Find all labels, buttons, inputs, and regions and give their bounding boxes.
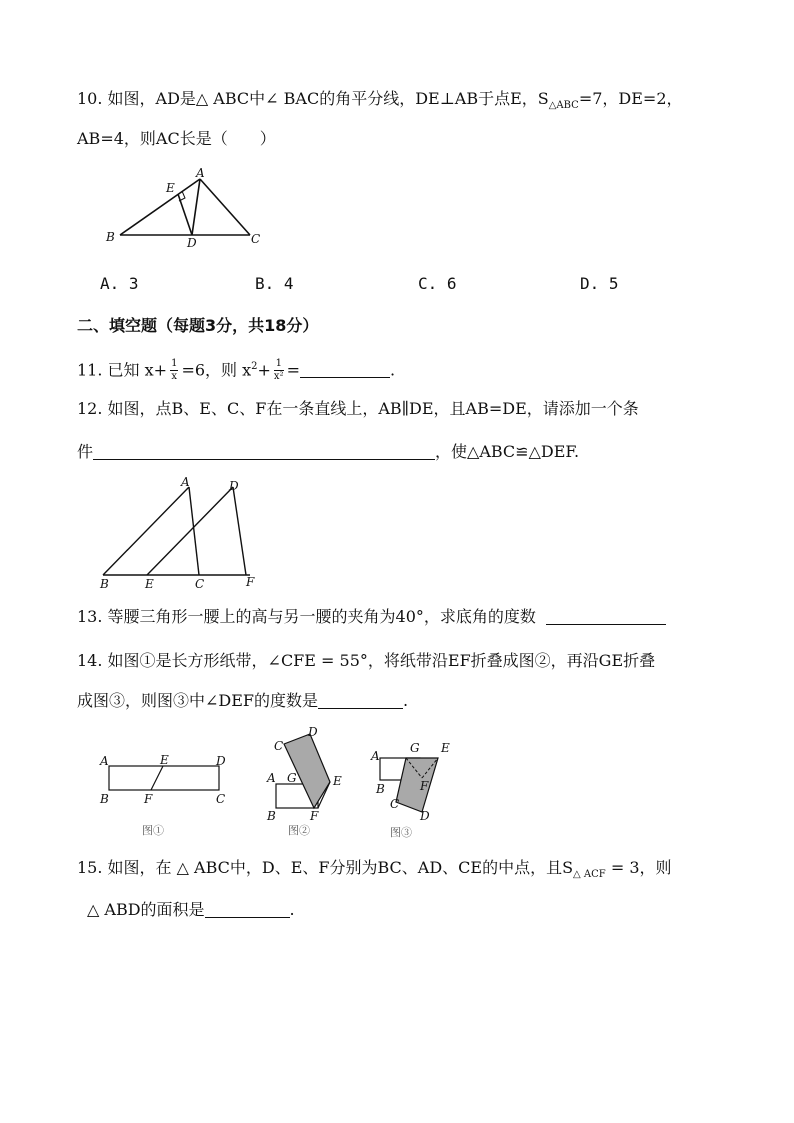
q12-label-d: D (229, 479, 239, 493)
q12-label-b: B (100, 577, 109, 591)
q11-line: 11. 已知 x+ $\frac{1}{x}$ =6，则 $x^2+$ $\frac{1}{\text{x²}}$ = . (77, 358, 396, 383)
q14-fig3-label-a: A (371, 749, 380, 763)
q13-answer-blank[interactable] (546, 608, 666, 625)
q10-figure (100, 165, 270, 250)
q14-caption-3: 图③ (390, 826, 412, 839)
q14-fig1-label-c: C (216, 792, 226, 806)
q14-fig3-label-c: C (390, 797, 400, 811)
q15-line1: 15. 如图，在 △ ABC中，D、E、F分别为BC、AD、CE的中点，且$S_{\triangle ACF} = 3$，则 (77, 858, 672, 881)
q11-fraction-1: $\frac{1}{x}$ (171, 358, 178, 383)
q14-fig2-label-a: A (267, 771, 276, 785)
q10-option-a[interactable]: A. 3 (100, 274, 139, 293)
q12-line2: 件 ，使△ABC≌△DEF. (77, 442, 580, 461)
q14-fig1-label-f: F (144, 792, 153, 806)
q14-fig2-label-g: G (287, 771, 297, 785)
q14-fig3-label-d: D (420, 809, 430, 823)
q14-fig2-label-f: F (310, 809, 319, 823)
q10-label-e: E (166, 181, 175, 195)
q12-label-e: E (145, 577, 154, 591)
q14-fig3-label-e: E (441, 741, 450, 755)
q12-line1: 12. 如图，点B、E、C、F在一条直线上，AB∥DE，且AB=DE，请添加一个条 (77, 399, 639, 418)
q12-label-c: C (195, 577, 205, 591)
q14-figure-3 (368, 738, 458, 840)
q15-line2: △ ABD的面积是 . (87, 900, 295, 919)
q14-line2: 成图③，则图③中∠DEF的度数是 . (77, 691, 409, 710)
q14-caption-1: 图① (142, 824, 164, 837)
q10-label-c: C (251, 232, 261, 246)
q10-line1: 10. 如图，AD是△ ABC中∠ BAC的角平分线，DE⊥AB于点E，$S_{\triangle ABC}=7$，DE=2， (77, 89, 683, 112)
q14-line1: 14. 如图①是长方形纸带，∠CFE = 55°，将纸带沿EF折叠成图②，再沿GE折叠 (77, 651, 656, 670)
q12-answer-blank[interactable] (93, 443, 435, 460)
q14-fig1-label-e: E (160, 753, 169, 767)
q14-fig1-label-a: A (100, 754, 109, 768)
q14-fig2-label-b: B (267, 809, 276, 823)
q12-label-f: F (246, 575, 255, 589)
q14-fig1-label-d: D (216, 754, 226, 768)
q14-answer-blank[interactable] (318, 692, 403, 709)
q14-fig2-label-d: D (308, 726, 318, 739)
q14-figure-2 (262, 726, 352, 840)
q14-caption-2: 图② (288, 824, 310, 837)
q14-figure-1 (97, 752, 237, 840)
q14-fig1-label-b: B (100, 792, 109, 806)
q10-label-b: B (106, 230, 115, 244)
q15-answer-blank[interactable] (205, 901, 290, 918)
section-title: 二、填空题（每题3分，共18分） (77, 316, 319, 335)
q12-label-a: A (181, 475, 190, 489)
q11-fraction-2: $\frac{1}{\text{x²}}$ (273, 358, 284, 383)
q14-fig3-label-b: B (376, 782, 385, 796)
q14-fig2-label-e: E (333, 774, 342, 788)
q13-line: 13. 等腰三角形一腰上的高与另一腰的夹角为40°，求底角的度数 (77, 606, 666, 628)
q11-answer-blank[interactable] (300, 361, 390, 378)
q10-option-c[interactable]: C. 6 (418, 274, 457, 293)
q10-label-d: D (187, 236, 197, 250)
q12-figure (95, 474, 265, 592)
q10-line2: AB=4，则AC长是（ ） (77, 129, 276, 148)
q14-fig3-label-f: F (420, 779, 429, 793)
q10-option-d[interactable]: D. 5 (580, 274, 619, 293)
q14-fig3-label-g: G (410, 741, 420, 755)
q14-fig2-label-c: C (274, 739, 284, 753)
q10-label-a: A (196, 166, 205, 180)
q10-option-b[interactable]: B. 4 (255, 274, 294, 293)
